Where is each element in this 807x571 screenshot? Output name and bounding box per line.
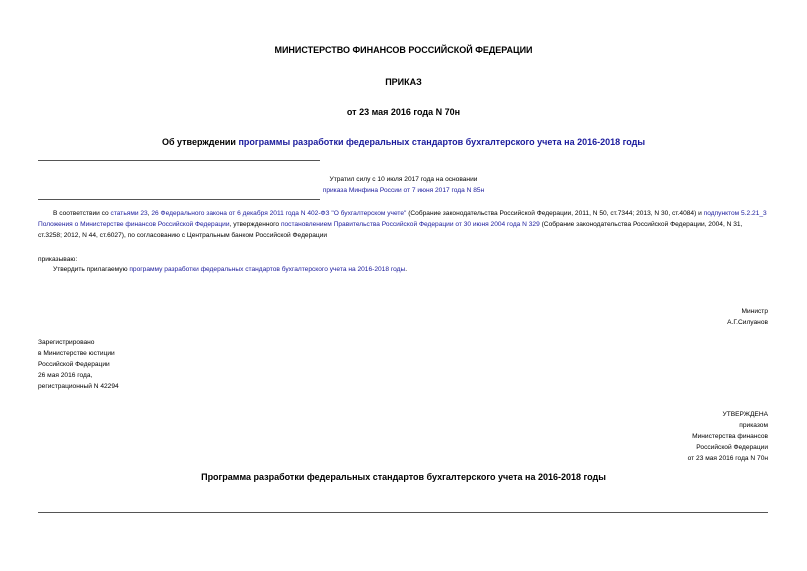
signature-position: Министр (741, 308, 768, 315)
preamble-text-1: В соответствии со (53, 210, 111, 217)
ministry-heading: МИНИСТЕРСТВО ФИНАНСОВ РОССИЙСКОЙ ФЕДЕРАЦИИ (274, 45, 533, 55)
order-word: приказываю: (38, 256, 78, 263)
approval-line: приказом (739, 422, 768, 429)
approve-text: Утвердить прилагаемую (53, 266, 130, 273)
registration-line: Российской Федерации (38, 361, 110, 368)
order-title (0, 137, 807, 147)
approval-line: Российской Федерации (696, 444, 768, 451)
preamble-text-2: , (147, 210, 152, 217)
document-type: ПРИКАЗ (385, 77, 422, 87)
signature-block (568, 306, 768, 328)
preamble-paragraph (38, 208, 768, 241)
approve-clause (53, 264, 407, 275)
preamble-link-resolution[interactable]: постановлением Правительства Российской Федерации от 30 июня 2004 года N 329 (280, 221, 540, 228)
divider-bottom (38, 199, 320, 200)
approval-block (518, 409, 768, 464)
divider-footer (38, 512, 768, 513)
registration-block (38, 337, 119, 392)
registration-line: 26 мая 2016 года, (38, 372, 93, 379)
preamble-link-articles[interactable]: статьями 23 (110, 210, 148, 217)
order-date-number: от 23 мая 2016 года N 70н (346, 107, 461, 117)
approve-end: . (405, 266, 408, 273)
order-title-link[interactable]: программы разработки федеральных стандартов бухгалтерского учета на 2016-2018 годы (238, 137, 646, 147)
approval-line: Министерства финансов (692, 433, 768, 440)
registration-line: в Министерстве юстиции (38, 350, 115, 357)
divider-top (38, 160, 320, 161)
repeal-notice-text: Утратил силу с 10 июля 2017 года на основании (329, 176, 478, 183)
approve-program-link[interactable]: программу разработки федеральных стандартов бухгалтерского учета на 2016-2018 годы (129, 266, 406, 273)
preamble-link-law[interactable]: 26 Федерального закона от 6 декабря 2011 года N 402-ФЗ "О бухгалтерском учете" (151, 210, 407, 217)
preamble-link-regulation[interactable]: подпунктом 5.2.21_3 Положения о Министерстве финансов Российской Федерации (38, 210, 767, 228)
order-title-prefix: Об утверждении (161, 137, 239, 147)
registration-line: Зарегистрировано (38, 339, 95, 346)
program-title: Программа разработки федеральных стандартов бухгалтерского учета на 2016-2018 годы (201, 472, 606, 482)
registration-line: регистрационный N 42294 (38, 383, 119, 390)
repeal-notice (0, 174, 807, 196)
approval-line: от 23 мая 2016 года N 70н (687, 455, 768, 462)
preamble-text-4: , утвержденного (229, 221, 281, 228)
approval-line: УТВЕРЖДЕНА (722, 411, 768, 418)
preamble-text-5: (Собрание законодательства Российской Федерации, 2004, N 31, ст.3258; 2012, N 44, ст.6027), по согласованию с Центральным банком Российской Федерации (38, 221, 743, 239)
preamble-text-3: (Собрание законодательства Российской Федерации, 2011, N 50, ст.7344; 2013, N 30, ст.4084) и (406, 210, 704, 217)
repeal-notice-link[interactable]: приказа Минфина России от 7 июня 2017 года N 85н (322, 187, 485, 194)
signature-name: А.Г.Силуанов (727, 319, 768, 326)
